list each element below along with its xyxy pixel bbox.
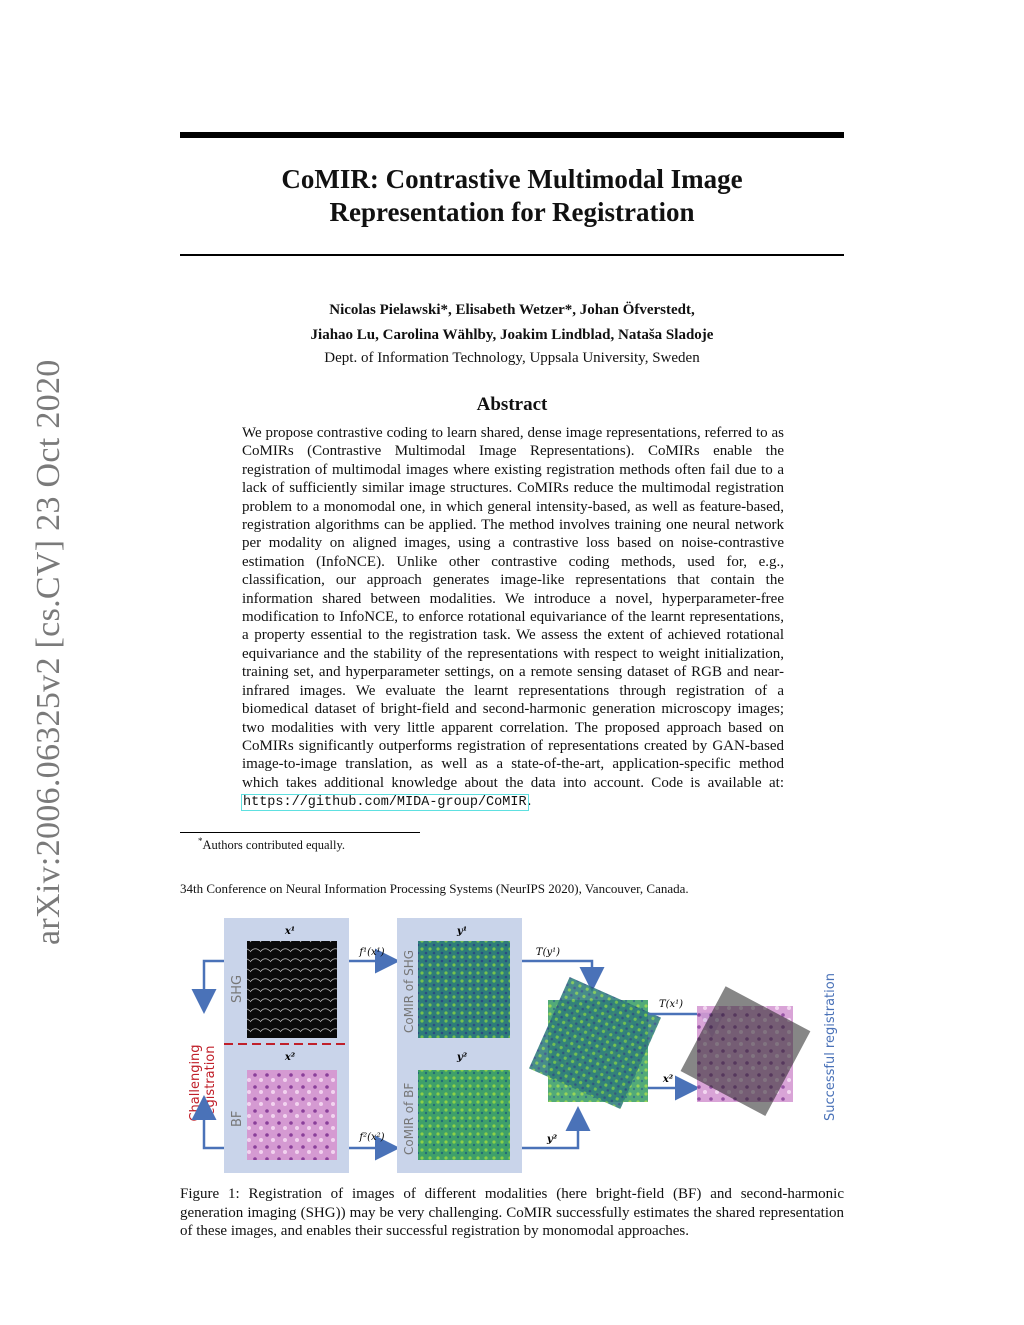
abstract-body — [242, 424, 784, 813]
math-f2: f²(x²) — [359, 1132, 385, 1143]
math-y2b: y² — [546, 1134, 558, 1145]
title-top-rule — [180, 132, 844, 138]
math-y2: y² — [456, 1052, 468, 1063]
comir-bf-image — [418, 1070, 510, 1160]
figure-caption: Figure 1: Registration of images of different modalities (here bright-field (BF) and second-harmonic generation imaging (SHG)) may be very challenging. CoMIR successfully estimates the shared representation of these images, and enables their successful registration by monomodal approaches. — [180, 1186, 844, 1239]
label-registration: registration — [203, 1045, 218, 1121]
abstract-heading: Abstract — [476, 394, 548, 415]
label-comir-bf: CoMIR of BF — [402, 1082, 416, 1155]
comir-shg-image — [418, 941, 510, 1038]
math-x1: x¹ — [284, 926, 296, 937]
math-tx1: T(x¹) — [658, 999, 684, 1010]
math-f1: f¹(x¹) — [359, 947, 385, 958]
math-y1: y¹ — [456, 926, 468, 937]
conference-note: 34th Conference on Neural Information Processing Systems (NeurIPS 2020), Vancouver, Canada. — [180, 881, 689, 896]
affiliation: Dept. of Information Technology, Uppsala University, Sweden — [324, 350, 700, 366]
footnote-text: Authors contributed equally. — [202, 838, 346, 853]
figure-1 — [180, 915, 844, 1175]
bf-image — [247, 1070, 337, 1160]
label-challenging: Challenging — [188, 1044, 203, 1122]
math-x2b: x² — [662, 1074, 674, 1085]
title-bottom-rule — [180, 254, 844, 256]
footnote — [198, 836, 345, 853]
author-list — [180, 298, 844, 348]
math-x2: x² — [284, 1052, 296, 1063]
label-comir-shg: CoMIR of SHG — [402, 949, 416, 1033]
abstract-text: We propose contrastive coding to learn shared, dense image representations, referred to as CoMIRs (Contrastive Multimodal Image Representations). CoMIRs enable the registration of multimodal images where existing registration methods often fail due to a lack of sufficiently similar image structures. CoMIRs reduce the multimodal registration problem to a monomodal one, in which general intensity-based, as well as feature-based, registration algorithms can be applied. The method involves training one neural network per modality on aligned images, using a contrastive loss based on noise-contrastive estimation (InfoNCE). Unlike other contrastive coding methods, used for, e.g., classification, our approach generates image-like representations that contain the information shared between modalities. We introduce a novel, hyperparameter-free modification to InfoNCE, to enforce rotational equivariance of the learnt representations, a property essential to the registration task. We assess the extent of achieved rotational equivariance and the stability of the representations with respect to weight initialization, training set, and hyperparameter settings, on a remote sensing dataset of RGB and near-infrared images. We evaluate the learnt representations through registration of a biomedical dataset of bright-field and second-harmonic generation microscopy images; two modalities with very little apparent correlation. The proposed approach based on CoMIRs significantly outperforms registration of representations created by GAN-based image-to-image translation, as well as a state-of-the-art, application-specific method which takes additional knowledge about the data into account. Code is available at: — [242, 425, 784, 791]
left-arrow-top — [204, 961, 224, 1009]
math-ty1: T(y¹) — [535, 947, 561, 958]
title-line-1: CoMIR: Contrastive Multimodal Image — [281, 164, 743, 194]
footnote-rule — [180, 832, 420, 833]
label-bf: BF — [230, 1110, 245, 1127]
footnote-mark: * — [198, 836, 203, 846]
abstract-end: . — [527, 793, 532, 810]
shg-image — [247, 941, 337, 1038]
label-successful: Successful registration — [823, 973, 838, 1121]
code-link[interactable]: https://github.com/MIDA-group/CoMIR — [243, 795, 527, 811]
authors-line-1: Nicolas Pielawski*, Elisabeth Wetzer*, Johan Öfverstedt, — [329, 302, 695, 318]
authors-line-2: Jiahao Lu, Carolina Wählby, Joakim Lindblad, Nataša Sladoje — [310, 327, 714, 343]
title-line-2: Representation for Registration — [329, 197, 695, 227]
arxiv-stamp: arXiv:2006.06325v2 [cs.CV] 23 Oct 2020 — [30, 359, 67, 945]
label-shg: SHG — [230, 974, 245, 1003]
paper-title — [180, 163, 844, 229]
